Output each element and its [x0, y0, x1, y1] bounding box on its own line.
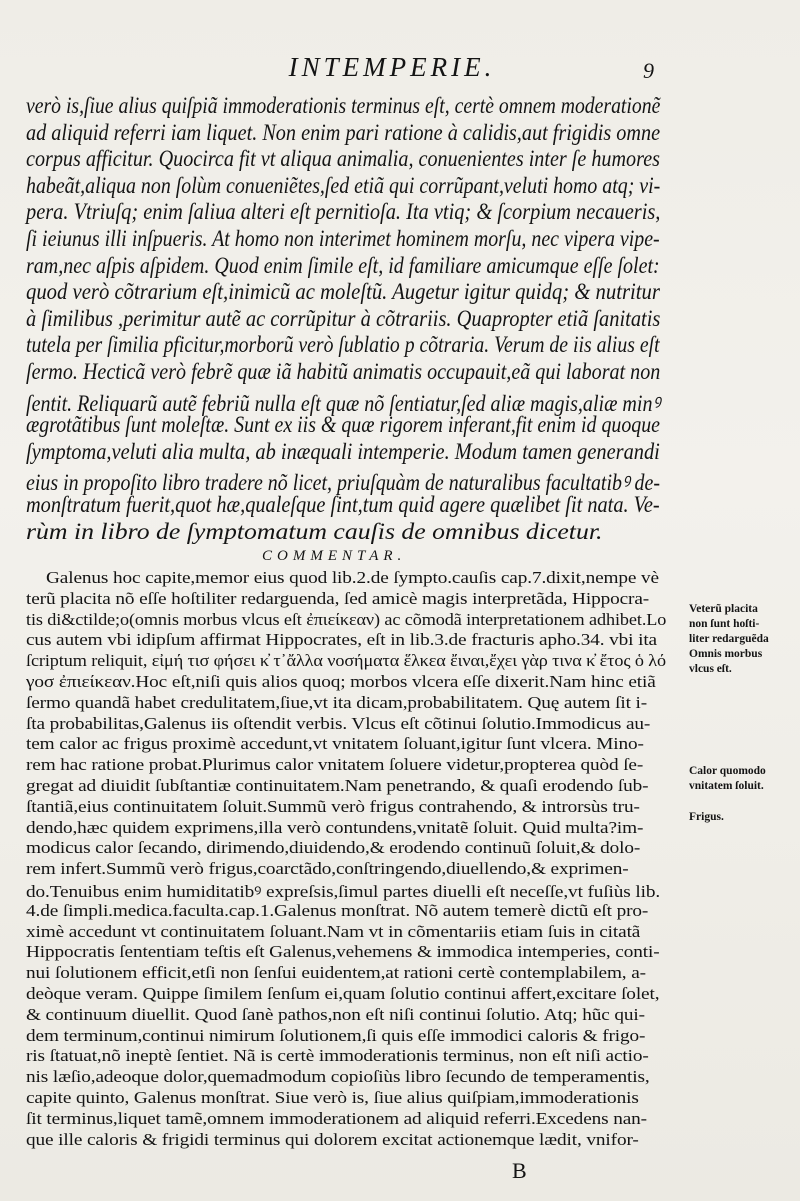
- text-line: ram,nec aſpis aſpidem. Quod enim ſimile eſt, id familiare amicumque eſſe ſolet:: [26, 252, 660, 278]
- page-number: 9: [643, 58, 654, 83]
- text-line: tis di&ctilde;o(omnis morbus vlcus eſt ἐπιείκεαν) ac cõmodã interpretationem adhibet.Lo: [26, 609, 667, 629]
- margin-note-line: Veterũ placita: [689, 603, 758, 615]
- text-line: ſit terminus,liquet tamẽ,omnem immoderationem ad aliquid referri.Excedens nan-: [26, 1108, 647, 1128]
- text-line: capite quinto, Galenus monſtrat. Siue verò is, ſiue alius quiſpiam,immoderationis: [26, 1088, 639, 1107]
- margin-note-line: non ſunt hoſti-: [689, 618, 760, 630]
- text-line: rem infert.Summũ verò frigus,coarctãdo,conſtringendo,diuellendo,& exprimen-: [26, 859, 629, 879]
- margin-note-placita: [689, 602, 789, 677]
- text-line: ſcriptum reliquit, εἰμή τισ φήσει κ̓ τ᾽ἄλλα νοσήματα ἕλκεα ἔιναι,ἔχει γὰρ τινα κ̓ ἔτος ὁ λό: [26, 651, 666, 671]
- text-line: tem calor ac frigus proximè accedunt,vt vnitatem ſoluant,igitur ſunt vlcera. Mino-: [26, 734, 644, 754]
- commentary-heading: COMMENTAR.: [262, 548, 407, 564]
- margin-note-line: Omnis morbus: [689, 648, 763, 660]
- text-line: verò is,ſiue alius quiſpiã immoderationis terminus eſt, certè omnem moderationẽ: [26, 93, 661, 118]
- text-line: quod verò cõtrarium eſt,inimicũ ac moleſtũ. Augetur igitur quidq; & nutritur: [26, 279, 660, 305]
- margin-note-line: Calor quomodo: [689, 765, 766, 777]
- text-line: que ille caloris & frigidi terminus qui dolorem excitat actionemque lædit, vnifor-: [26, 1129, 639, 1149]
- running-head: INTEMPERIE.: [288, 52, 496, 82]
- text-line: terũ placita nõ eſſe hoſtiliter redarguenda, ſed amicè magis interpretãda, Hippocra-: [26, 588, 650, 608]
- text-line: habeãt,aliqua non ſolùm conueniẽtes,ſed etiã qui corrũpant,veluti homo atq; vi-: [26, 172, 661, 198]
- text-line: 4.de ſimpli.medica.faculta.cap.1.Galenus monſtrat. Nõ autem temerè dictũ eſt pro-: [26, 900, 649, 920]
- signature-mark: B: [512, 1158, 527, 1183]
- text-line: dendo,hæc quidem exprimens,illa verò contundens,vnitatẽ ſoluit. Quid multa?im-: [26, 817, 644, 837]
- text-line: modicus calor ſecando, dirimendo,diuidendo,& erodendo continuũ ſoluit,& dolo-: [26, 838, 641, 858]
- margin-note-line: vnitatem ſoluit.: [689, 780, 764, 792]
- text-line: rùm in libro de ſymptomatum cauſis de omnibus dicetur.: [26, 518, 603, 544]
- text-line: deòque veram. Quippe ſimilem ſenſum ei,quam ſolutio continui affert,excitare ſolet,: [26, 984, 660, 1003]
- text-line: ſi ieiunus illi inſpueris. At homo non interimet hominem morſu, nec vipera vipe-: [26, 226, 660, 251]
- text-line: gregat ad diuidit ſubſtantiæ continuitatem.Nam penetrando, & quaſi erodendo ſub-: [26, 776, 649, 795]
- margin-note-line: liter redarguẽda: [689, 633, 769, 645]
- text-line: rem hac ratione probat.Plurimus calor vnitatem ſoluere videtur,propterea quòd ſe-: [26, 755, 644, 775]
- text-line: nis læſio,adeoque dolor,quemadmodum copioſiùs libro ſecundo de temperamentis,: [26, 1067, 650, 1087]
- text-line: ſymptoma,veluti alia multa, ab inæquali intemperie. Modum tamen generandi: [26, 438, 660, 464]
- text-line: ſta probabilitas,Galenus iis oſtendit verbis. Vlcus eſt cõtinui ſolutio.Immodicus au-: [26, 713, 651, 733]
- margin-note-line: Frigus.: [689, 811, 724, 823]
- margin-note-line: vlcus eſt.: [689, 663, 732, 675]
- text-line: corpus afficitur. Quocirca fit vt aliqua animalia, conuenientes inter ſe humores: [26, 146, 660, 172]
- text-line: monſtratum fuerit,quot hæ,qualeſque ſint,tum quid agere quælibet ſit nata. Ve-: [26, 492, 660, 517]
- text-line: ximè accedunt vt continuitatem ſoluant.Nam vt in cõmentariis etiam ſuis in citatã: [26, 921, 641, 941]
- text-line: γοσ ἐπιείκεαν.Hoc eſt,niſi quis alios quoq; morbos vlcera eſſe dixerit.Nam hinc etiã: [26, 672, 656, 691]
- text-line: Galenus hoc capite,memor eius quod lib.2.de ſympto.cauſis cap.7.dixit,nempe vè: [46, 568, 659, 587]
- text-line: ſermo quandã habet credulitatem,ſiue,vt ita dicam,probabilitatem. Quę autem ſit i-: [26, 692, 648, 712]
- text-line: ſtantiã,eius continuitatem ſoluit.Summũ verò frigus contrahendo, & introrsùs tru-: [26, 796, 640, 816]
- text-line: ægrotãtibus ſunt moleſtæ. Sunt ex iis & quæ rigorem inferant,fit enim id quoque: [26, 412, 661, 438]
- text-line: ſermo. Hecticã verò febrẽ quæ iã habitũ animatis occupauit,eã qui laborat non: [26, 359, 661, 384]
- margin-note-calor: [689, 764, 789, 794]
- text-line: ris ſtatuat,nõ ineptè ſentiet. Nã is certè immoderationis terminus, non eſt niſi actio-: [26, 1046, 649, 1066]
- text-line: ſentit. Reliquarũ autẽ febriũ nulla eſt quæ nõ ſentiatur,ſed aliæ magis,aliæ minꝰ: [26, 390, 661, 416]
- text-line: tutela per ſimilia pficitur,morborũ verò ſublatio p cõtraria. Verum de iis alius eſt: [26, 332, 660, 358]
- text-line: Hippocratis ſententiam teſtis eſt Galenus,vehemens & immodica intemperies, conti-: [26, 942, 660, 962]
- margin-note-frigus: [689, 810, 789, 825]
- text-line: pera. Vtriuſq; enim ſaliua alteri eſt pernitioſa. Ita vtiq; & ſcorpium necaueris,: [26, 199, 661, 225]
- text-line: cus autem vbi idipſum affirmat Hippocrates, eſt in lib.3.de fracturis apho.34. vbi ita: [26, 630, 657, 650]
- text-line: ad aliquid referri iam liquet. Non enim pari ratione à calidis,aut frigidis omne: [26, 119, 661, 145]
- text-line: dem terminum,continui nimirum ſolutionem,ſi quis eſſe immodici caloris & frigo-: [26, 1025, 646, 1045]
- text-line: do.Tenuibus enim humiditatibꝰ expreſsis,ſimul partes diuelli eſt neceſſe,vt fuſiùs lib.: [26, 882, 661, 901]
- text-line: nui ſolutionem efficit,etſi non ſenſui euidentem,at rationi certè contemplabilem, a-: [26, 963, 646, 983]
- text-line: & continuum diuellit. Quod ſanè pathos,non eſt niſi continui ſolutio. Atq; hũc qui-: [26, 1004, 645, 1024]
- text-line: eius in propoſito libro tradere nõ licet, priuſquàm de naturalibus facultatibꝰ de-: [26, 470, 660, 496]
- text-line: à ſimilibus ,perimitur autẽ ac corrũpitur à cõtrariis. Quapropter etiã ſanitatis: [26, 305, 661, 331]
